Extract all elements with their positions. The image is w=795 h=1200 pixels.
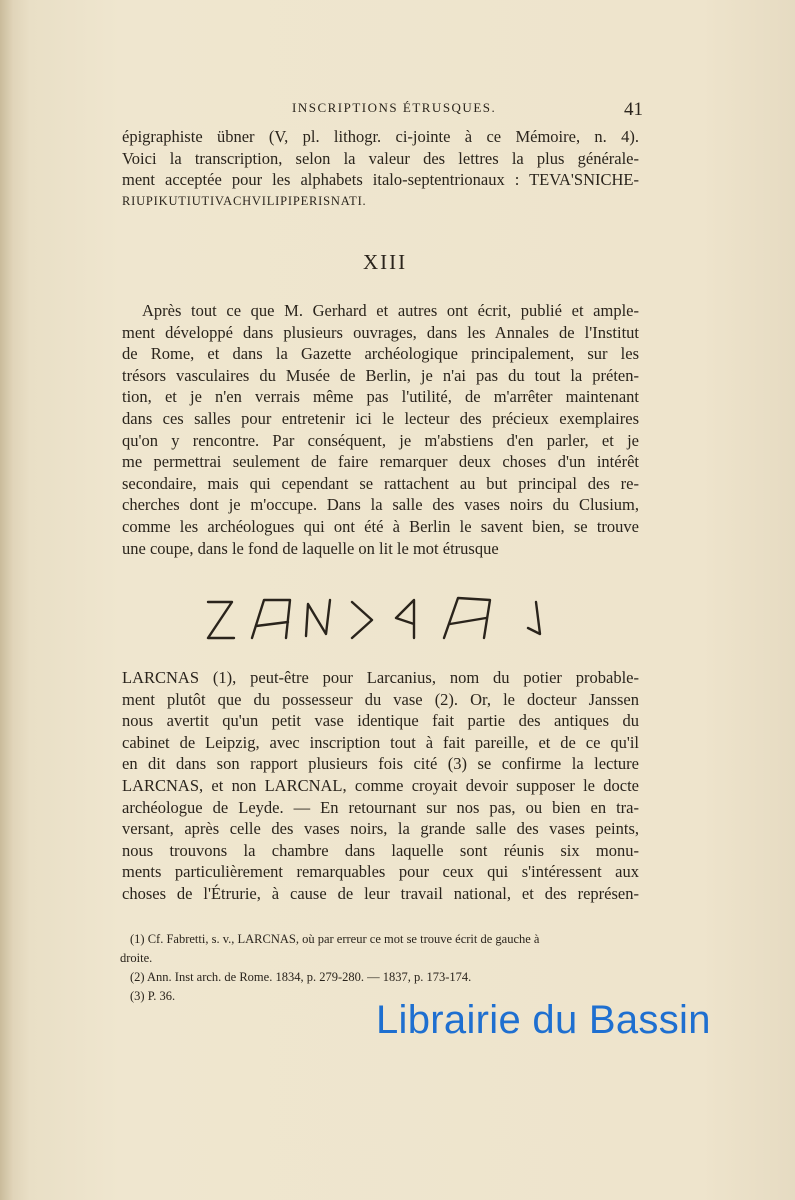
text-line: choses de l'Étrurie, à cause de leur travail national, et des représen- (122, 883, 639, 903)
section-heading: XIII (363, 250, 408, 274)
text-line: une coupe, dans le fond de laquelle on lit le mot étrusque (122, 538, 499, 558)
etruscan-inscription (200, 588, 560, 648)
glyph-z (208, 602, 234, 638)
glyph-c (352, 602, 372, 638)
text-line: nous trouvons la chambre dans laquelle sont réunis six monu- (122, 840, 639, 860)
text-line: ments particulièrement remarquables pour ceux qui s'intéressent aux (122, 862, 639, 882)
text-line: ment développé dans plusieurs ouvrages, dans les Annales de l'Institut (122, 322, 639, 342)
glyph-n (306, 600, 330, 636)
text-line: épigraphiste übner (V, pl. lithogr. ci-jointe à ce Mémoire, n. 4). (122, 127, 639, 146)
text-line: nous avertit qu'un petit vase identique fait partie des antiques du (122, 711, 639, 731)
text-line: secondaire, mais qui cependant se rattachent au but principal des re- (122, 473, 639, 493)
watermark: Librairie du Bassin (376, 998, 711, 1042)
footnote-3: (3) P. 36. (130, 989, 176, 1003)
text-line: Après tout ce que M. Gerhard et autres ont écrit, publié et ample- (142, 301, 639, 320)
second-paragraph (122, 667, 639, 905)
text-line: qu'on y rencontre. Par conséquent, je m'abstiens d'en parler, et je (122, 430, 639, 450)
glyph-a (252, 600, 290, 638)
transcription-line: RIUPIKUTIUTIVACHVILIPIPERISNATI. (122, 193, 367, 208)
text-line: LARCNAS, et non LARCNAL, comme croyait devoir supposer le docte (122, 775, 639, 795)
footnotes (120, 930, 640, 1006)
glyph-r (396, 600, 414, 638)
glyph-s (528, 602, 540, 634)
main-paragraph (122, 300, 639, 559)
text-line: de Rome, et dans la Gazette archéologique principalement, sur les (122, 344, 639, 364)
page-edge (0, 0, 14, 1200)
text-line: tion, et je n'en verrais même pas l'utilité, de m'arrêter maintenant (122, 387, 639, 407)
running-title: INSCRIPTIONS ÉTRUSQUES. (292, 100, 497, 115)
text-line: comme les archéologues qui ont été à Berlin le savent bien, se trouve (122, 516, 639, 536)
text-line: me permettrai seulement de faire remarquer deux choses d'un intérêt (122, 452, 639, 472)
glyph-a2 (444, 598, 490, 638)
text-line: ment plutôt que du possesseur du vase (2). Or, le docteur Janssen (122, 689, 639, 709)
text-line: archéologue de Leyde. — En retournant sur nos pas, ou bien en tra- (122, 797, 639, 817)
text-line: dans ces salles pour entretenir ici le lecteur des précieux exemplaires (122, 408, 639, 428)
top-paragraph (122, 126, 639, 212)
footnote-2: (2) Ann. Inst arch. de Rome. 1834, p. 279-280. — 1837, p. 173-174. (130, 970, 472, 984)
text-line: cabinet de Leipzig, avec inscription tout à fait pareille, et de ce qu'il (122, 732, 639, 752)
text-line: en dit dans son rapport plusieurs fois cité (3) se confirme la lecture (122, 754, 639, 774)
text-line: trésors vasculaires du Musée de Berlin, je n'ai pas du tout la préten- (122, 365, 639, 385)
text-line: cherches dont je m'occupe. Dans la salle des vases noirs du Clusium, (122, 495, 639, 515)
text-line: LARCNAS (1), peut-être pour Larcanius, nom du potier probable- (122, 668, 639, 687)
footnote-1-continued: droite. (120, 951, 153, 965)
text-line: ment acceptée pour les alphabets italo-septentrionaux : TEVA'SNICHE- (122, 170, 639, 190)
footnote-1: (1) Cf. Fabretti, s. v., LARCNAS, où par erreur ce mot se trouve écrit de gauche à (130, 932, 540, 946)
page-number: 41 (624, 99, 643, 120)
text-line: Voici la transcription, selon la valeur des lettres la plus générale- (122, 148, 639, 168)
text-line: versant, après celle des vases noirs, la grande salle des vases peints, (122, 819, 639, 839)
